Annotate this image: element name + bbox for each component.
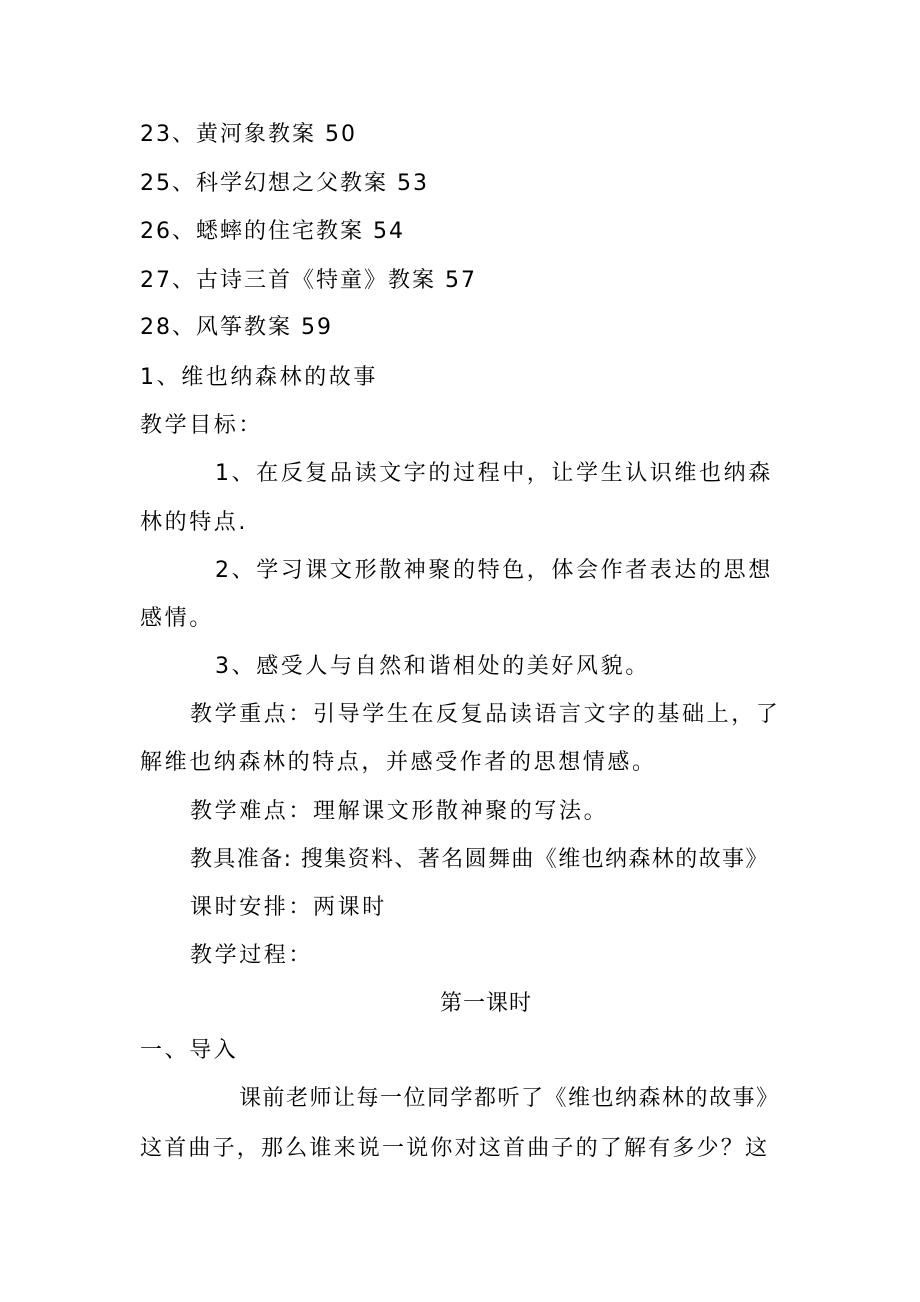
difficulty: 教学难点：理解课文形散神聚的写法。 <box>190 799 609 824</box>
toc-item: 25、科学幻想之父教案 53 <box>140 171 429 196</box>
objective-1-cont: 林的特点. <box>140 510 248 535</box>
objectives-heading: 教学目标： <box>140 413 264 438</box>
section-intro: 一、导入 <box>140 1038 239 1063</box>
toc-item: 27、古诗三首《特童》教案 57 <box>140 268 477 293</box>
schedule: 课时安排：两课时 <box>190 895 387 920</box>
objective-2-cont: 感情。 <box>140 606 214 631</box>
objective-1: 1、在反复品读文字的过程中，让学生认识维也纳森 <box>215 461 773 486</box>
key-point-cont: 解维也纳森林的特点，并感受作者的思想情感。 <box>140 750 657 775</box>
intro-text-cont: 这首曲子，那么谁来说一说你对这首曲子的了解有多少？这 <box>140 1136 770 1161</box>
key-point: 教学重点：引导学生在反复品读语言文字的基础上，了 <box>190 702 781 727</box>
intro-text: 课前老师让每一位同学都听了《维也纳森林的故事》 <box>239 1086 780 1111</box>
objective-2: 2、学习课文形散神聚的特色，体会作者表达的思想 <box>215 558 773 583</box>
process-heading: 教学过程： <box>190 943 314 968</box>
period-title: 第一课时 <box>440 991 533 1016</box>
objective-3: 3、感受人与自然和谐相处的美好风貌。 <box>215 654 650 679</box>
toc-item: 23、黄河象教案 50 <box>140 122 357 147</box>
lesson-title: 1、维也纳森林的故事 <box>140 365 378 390</box>
toc-item: 26、蟋蟀的住宅教案 54 <box>140 219 405 244</box>
toc-item: 28、风筝教案 59 <box>140 315 333 340</box>
materials: 教具准备: 搜集资料、著名圆舞曲《维也纳森林的故事》 <box>190 847 769 872</box>
